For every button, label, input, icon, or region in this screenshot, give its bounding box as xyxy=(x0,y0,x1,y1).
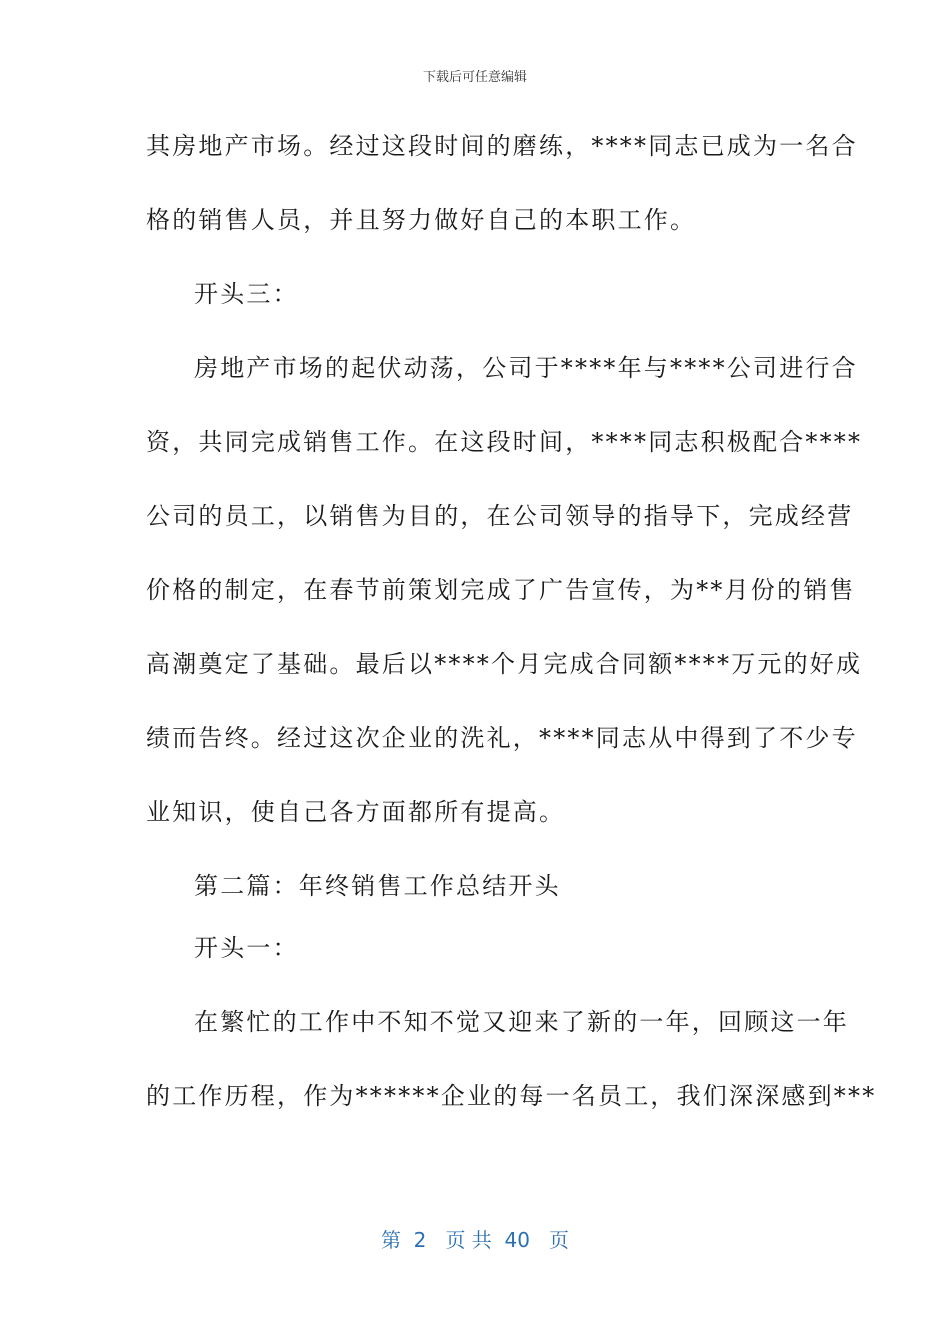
paragraph-line: 格的销售人员，并且努力做好自己的本职工作。 xyxy=(146,206,697,234)
section-heading: 开头一： xyxy=(194,934,299,962)
document-body xyxy=(146,124,877,1148)
page-number: 第 2 页 共 40 页 xyxy=(380,1228,570,1252)
paragraph-line: 的工作历程，作为******企业的每一名员工，我们深深感到*** xyxy=(146,1082,877,1110)
paragraph-line: 公司的员工，以销售为目的，在公司领导的指导下，完成经营 xyxy=(146,502,854,530)
paragraph-line: 房地产市场的起伏动荡，公司于****年与****公司进行合 xyxy=(194,354,858,382)
paragraph-line: 其房地产市场。经过这段时间的磨练，****同志已成为一名合 xyxy=(146,132,858,160)
paragraph-line: 在繁忙的工作中不知不觉又迎来了新的一年，回顾这一年 xyxy=(194,1008,849,1036)
section-heading: 开头三： xyxy=(194,280,299,308)
paragraph-line: 业知识，使自己各方面都所有提高。 xyxy=(146,798,566,826)
paragraph-line: 绩而告终。经过这次企业的洗礼，****同志从中得到了不少专 xyxy=(146,724,858,752)
paragraph-line: 价格的制定，在春节前策划完成了广告宣传，为**月份的销售 xyxy=(146,576,856,604)
section-title: 第二篇：年终销售工作总结开头 xyxy=(194,872,561,900)
paragraph-line: 高潮奠定了基础。最后以****个月完成合同额****万元的好成 xyxy=(146,650,863,678)
paragraph-line: 资，共同完成销售工作。在这段时间，****同志积极配合**** xyxy=(146,428,863,456)
header-note: 下载后可任意编辑 xyxy=(422,70,527,85)
